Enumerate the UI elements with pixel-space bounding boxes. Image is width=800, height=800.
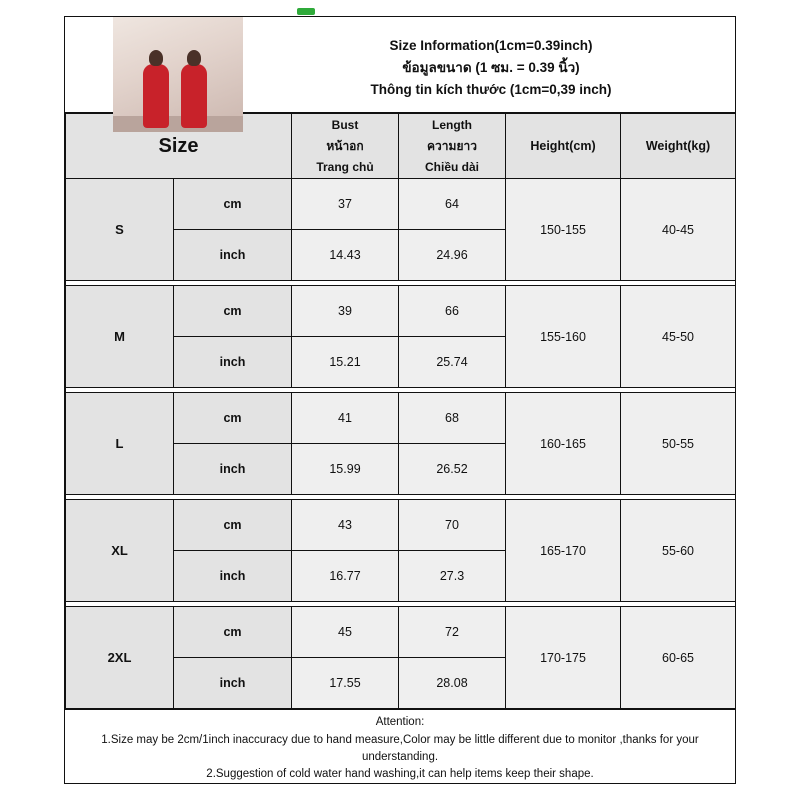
row-unit-cm: cm xyxy=(174,500,292,551)
header-title-block xyxy=(255,35,727,101)
row-unit-cm: cm xyxy=(174,607,292,658)
row-length-cm: 66 xyxy=(399,286,506,337)
table-row xyxy=(66,500,736,551)
attention-line-2: 2.Suggestion of cold water hand washing,it can help items keep their shape. xyxy=(206,768,594,780)
row-bust-cm: 43 xyxy=(292,500,399,551)
row-size-label: S xyxy=(66,179,174,281)
row-length-cm: 72 xyxy=(399,607,506,658)
row-unit-inch: inch xyxy=(174,230,292,281)
row-length-inch: 27.3 xyxy=(399,551,506,602)
photo-model-left xyxy=(143,64,169,128)
row-weight: 40-45 xyxy=(621,179,736,281)
row-bust-cm: 45 xyxy=(292,607,399,658)
row-length-inch: 28.08 xyxy=(399,658,506,709)
row-height: 170-175 xyxy=(506,607,621,709)
table-row xyxy=(66,393,736,444)
row-weight: 45-50 xyxy=(621,286,736,388)
row-unit-inch: inch xyxy=(174,551,292,602)
col-header-length-th: ความยาว xyxy=(427,138,477,153)
attention-footer xyxy=(65,709,735,783)
row-bust-inch: 14.43 xyxy=(292,230,399,281)
col-header-weight: Weight(kg) xyxy=(621,114,736,179)
size-chart-sheet xyxy=(64,16,736,784)
header-title-th: ข้อมูลขนาด (1 ซม. = 0.39 นิ้ว) xyxy=(402,60,580,75)
row-length-cm: 68 xyxy=(399,393,506,444)
col-header-length-en: Length xyxy=(432,117,472,132)
table-row xyxy=(66,607,736,658)
photo-background xyxy=(113,17,243,132)
table-row xyxy=(66,286,736,337)
photo-model-right xyxy=(181,64,207,128)
header-title-vi: Thông tin kích thước (1cm=0,39 inch) xyxy=(370,82,612,97)
row-height: 165-170 xyxy=(506,500,621,602)
row-length-cm: 64 xyxy=(399,179,506,230)
row-height: 160-165 xyxy=(506,393,621,495)
row-unit-cm: cm xyxy=(174,286,292,337)
header-title-en: Size Information(1cm=0.39inch) xyxy=(389,38,593,53)
photo-model-left-head xyxy=(149,50,163,66)
col-header-bust-en: Bust xyxy=(331,117,359,132)
row-weight: 50-55 xyxy=(621,393,736,495)
row-length-inch: 26.52 xyxy=(399,444,506,495)
col-header-bust xyxy=(292,114,399,179)
row-unit-inch: inch xyxy=(174,337,292,388)
row-bust-inch: 15.21 xyxy=(292,337,399,388)
row-height: 150-155 xyxy=(506,179,621,281)
row-unit-cm: cm xyxy=(174,393,292,444)
row-length-inch: 25.74 xyxy=(399,337,506,388)
row-bust-inch: 16.77 xyxy=(292,551,399,602)
table-row xyxy=(66,179,736,230)
green-marker-icon xyxy=(297,8,315,15)
row-bust-cm: 39 xyxy=(292,286,399,337)
row-bust-cm: 41 xyxy=(292,393,399,444)
product-photo xyxy=(113,17,243,132)
row-weight: 55-60 xyxy=(621,500,736,602)
row-unit-inch: inch xyxy=(174,658,292,709)
row-weight: 60-65 xyxy=(621,607,736,709)
chart-header xyxy=(65,17,735,113)
attention-title: Attention: xyxy=(375,716,425,728)
col-header-bust-th: หน้าอก xyxy=(326,138,364,153)
row-size-label: L xyxy=(66,393,174,495)
col-header-height: Height(cm) xyxy=(506,114,621,179)
col-header-bust-vi: Trang chủ xyxy=(316,159,374,174)
row-length-inch: 24.96 xyxy=(399,230,506,281)
row-size-label: XL xyxy=(66,500,174,602)
row-unit-inch: inch xyxy=(174,444,292,495)
col-header-size: Size xyxy=(66,114,292,179)
row-length-cm: 70 xyxy=(399,500,506,551)
row-unit-cm: cm xyxy=(174,179,292,230)
attention-line-1b: understanding. xyxy=(361,751,439,763)
row-bust-inch: 17.55 xyxy=(292,658,399,709)
photo-model-right-head xyxy=(187,50,201,66)
row-size-label: M xyxy=(66,286,174,388)
attention-line-1: 1.Size may be 2cm/1inch inaccuracy due to hand measure,Color may be little different due to monitor ,thanks for your xyxy=(101,734,699,746)
row-size-label: 2XL xyxy=(66,607,174,709)
row-bust-inch: 15.99 xyxy=(292,444,399,495)
photo-floor xyxy=(113,116,243,132)
row-height: 155-160 xyxy=(506,286,621,388)
row-bust-cm: 37 xyxy=(292,179,399,230)
col-header-length xyxy=(399,114,506,179)
col-header-length-vi: Chiều dài xyxy=(424,159,479,174)
size-table xyxy=(65,113,736,709)
